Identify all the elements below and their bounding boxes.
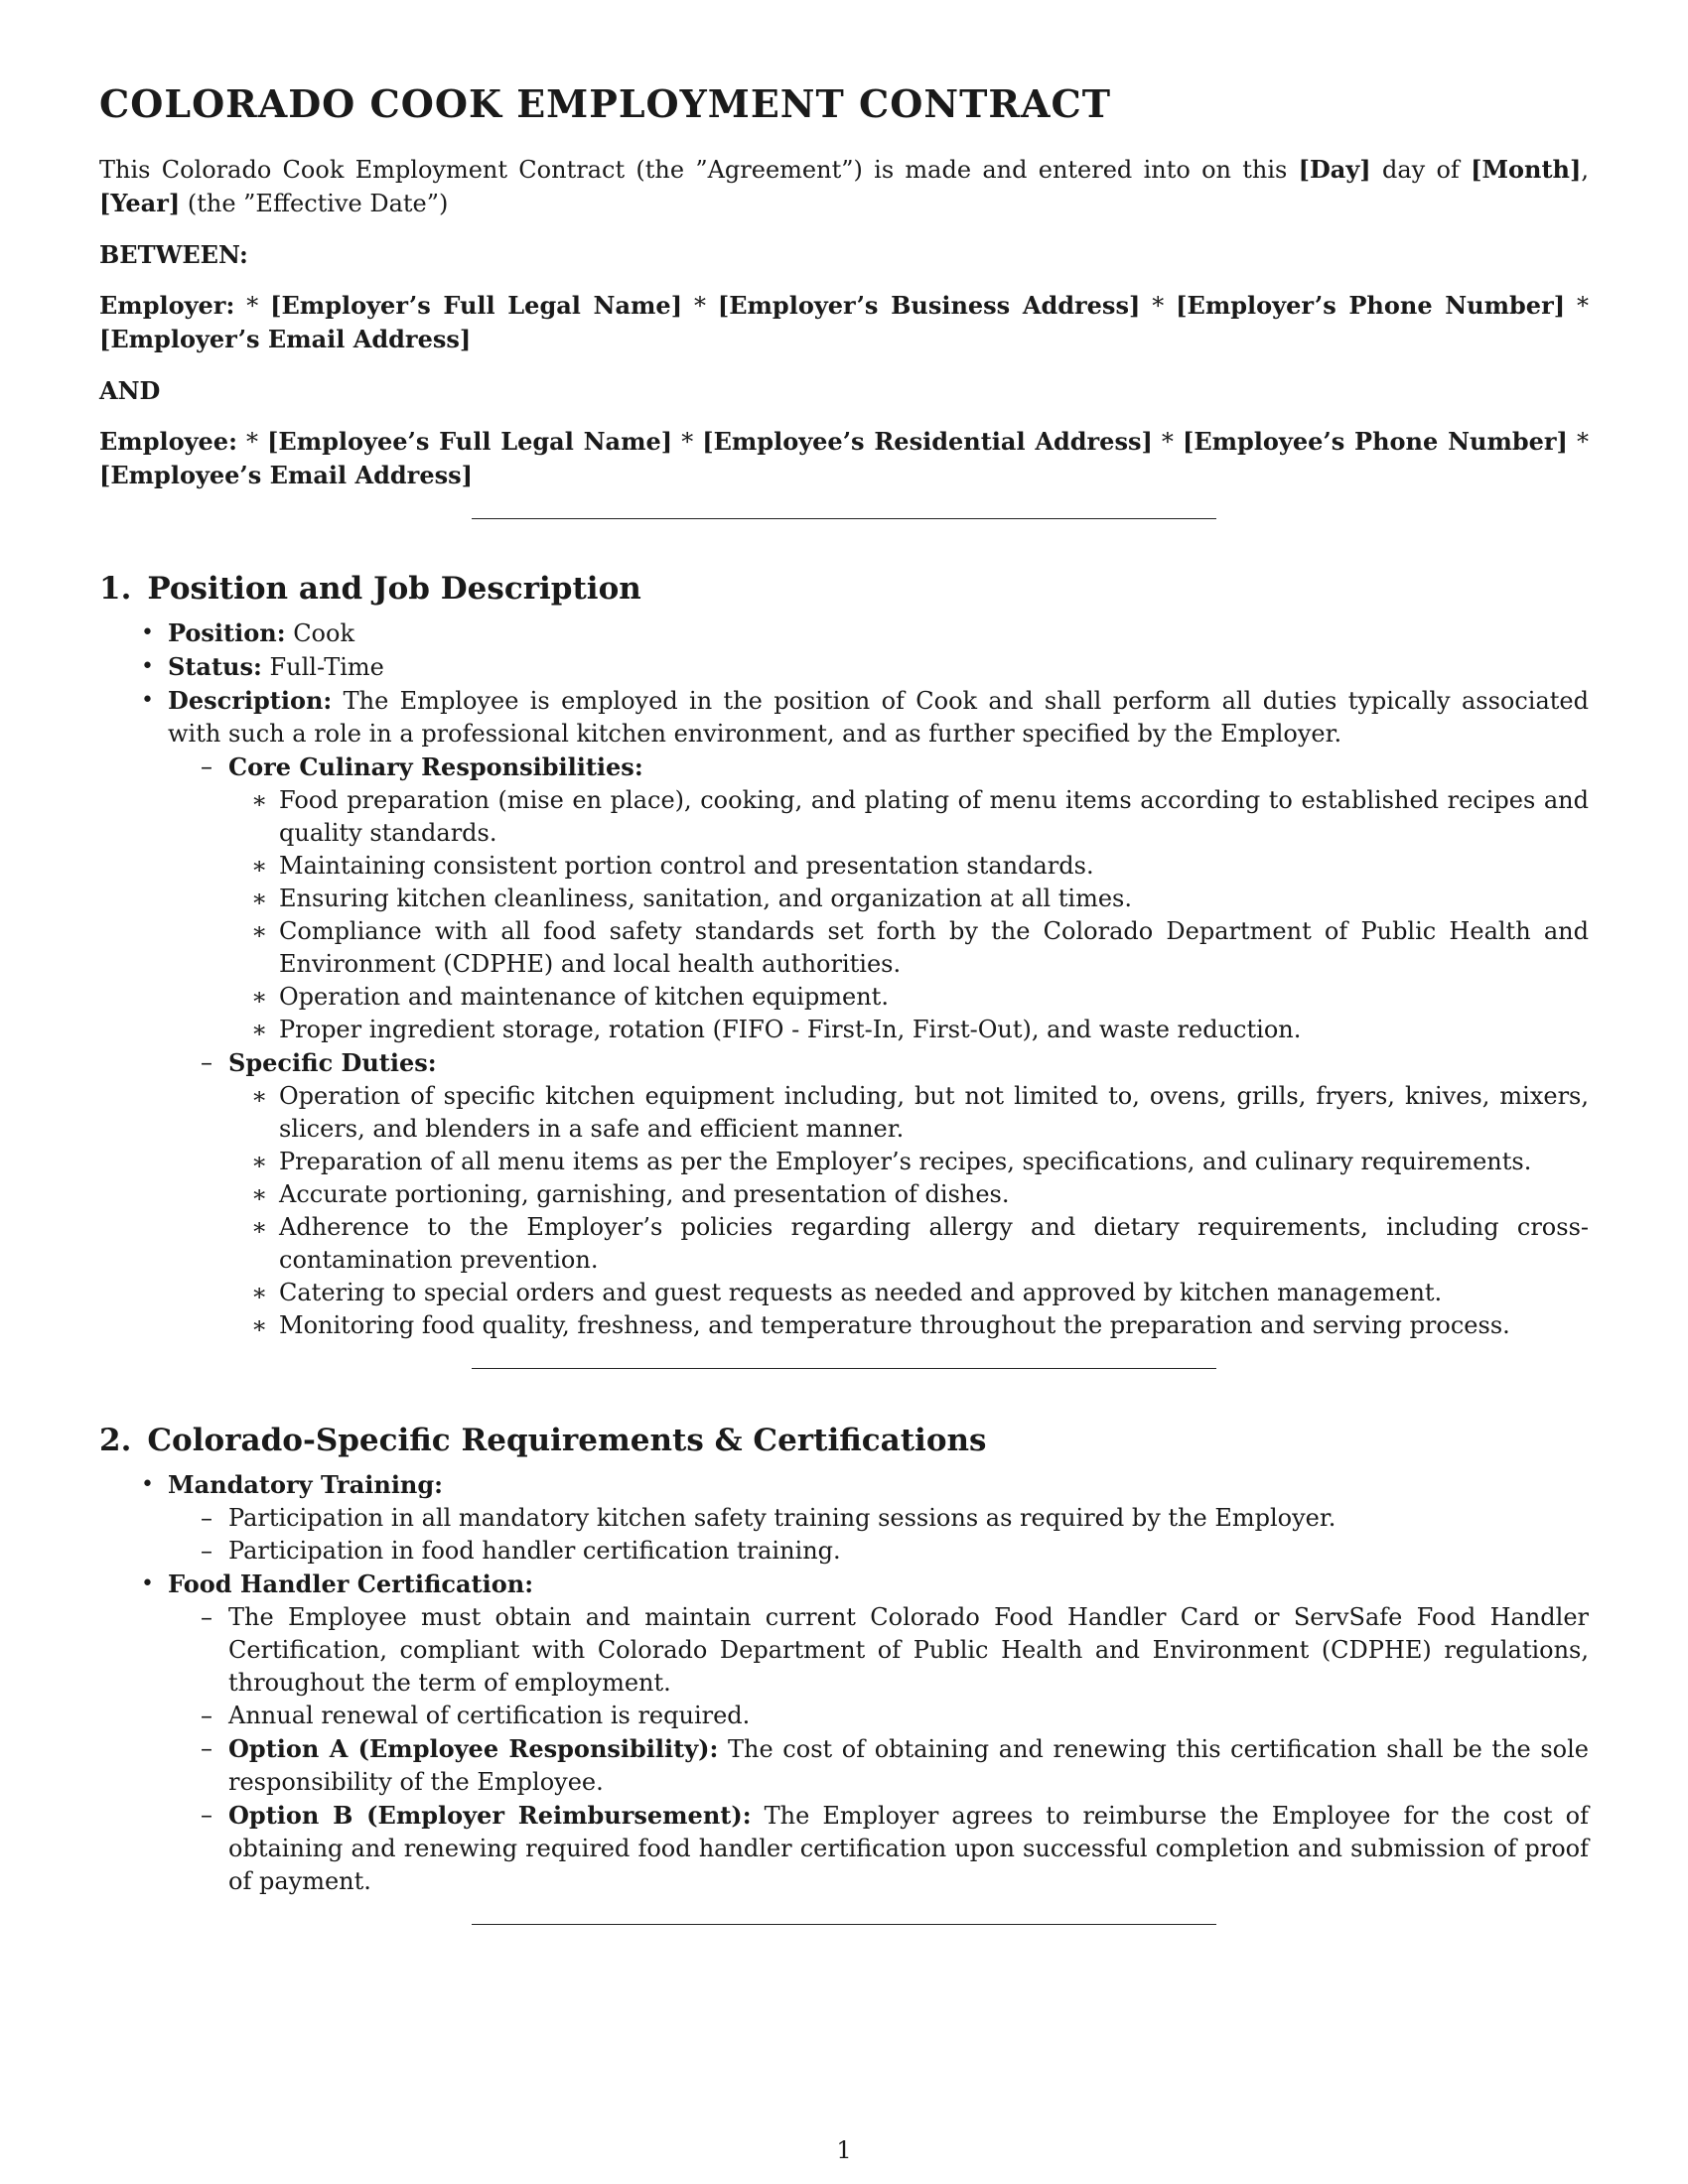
list-item: ∗ Ensuring kitchen cleanliness, sanitation, and organization at all times.: [279, 883, 1589, 915]
status-value: Full-Time: [261, 652, 384, 681]
employer-block: Employer: * [Employer’s Full Legal Name] * [Employer’s Business Address] * [Employer’s Phone Number] * [Employer’s Email Address]: [99, 290, 1589, 353]
employer-phone: [Employer’s Phone Number]: [1176, 290, 1566, 320]
intro-text: day of: [1370, 155, 1472, 184]
document-title: COLORADO COOK EMPLOYMENT CONTRACT: [99, 81, 1111, 126]
employee-phone: [Employee’s Phone Number]: [1182, 426, 1568, 456]
option-b-text: The Employer agrees to reimburse the Employee for the cost of obtaining and renewing required food handler certification upon successful completion and submission of proof of payment.: [228, 1802, 1590, 1896]
day-placeholder: [Day]: [1298, 154, 1371, 184]
employer-email: [Employer’s Email Address]: [99, 324, 472, 353]
employee-email: [Employee’s Email Address]: [99, 460, 473, 489]
section-2-list: [99, 1468, 1589, 1898]
section-divider: [472, 518, 1216, 519]
list-item: ∗ Compliance with all food safety standards set forth by the Colorado Department of Public Health and Environment (CDPHE) and local health authorities.: [279, 915, 1589, 981]
and-label: AND: [99, 375, 161, 405]
option-a-text: The cost of obtaining and renewing this certification shall be the sole responsibility of the Employee.: [228, 1735, 1589, 1797]
contract-page: [99, 81, 1589, 1925]
food-handler-label: Food Handler Certification:: [168, 1570, 534, 1599]
employee-label: Employee:: [99, 426, 237, 456]
list-item: [168, 684, 1589, 1342]
status-label: Status:: [168, 651, 262, 681]
employee-address: [Employee’s Residential Address]: [702, 426, 1153, 456]
description-value: The Employee is employed in the position of Cook and shall perform all duties typically associated with such a role in a professional kitchen environment, and as further specified by the Employer.: [168, 686, 1589, 748]
list-item: – The Employee must obtain and maintain current Colorado Food Handler Card or ServSafe Food Handler Certification, compliant with Colorado Department of Public Health and Environment (CDPHE) regulations, throughout the term of employment.: [228, 1601, 1589, 1700]
section-divider: [472, 1924, 1216, 1925]
list-item: ∗ Preparation of all menu items as per the Employer’s recipes, specifications, and culinary requirements.: [279, 1146, 1589, 1178]
employee-name: [Employee’s Full Legal Name]: [267, 426, 673, 456]
description-label: Description:: [168, 685, 333, 715]
mandatory-training-label: Mandatory Training:: [168, 1470, 444, 1500]
core-responsibilities-label: Core Culinary Responsibilities:: [228, 751, 643, 781]
between-label: BETWEEN:: [99, 239, 248, 269]
list-item: ∗ Adherence to the Employer’s policies regarding allergy and dietary requirements, including cross-contamination prevention.: [279, 1211, 1589, 1277]
list-item: [228, 751, 1589, 1046]
section-title: Colorado-Specific Requirements & Certifications: [147, 1422, 987, 1458]
list-item: [168, 650, 1589, 684]
intro-text: (the ”Effective Date”): [180, 189, 449, 217]
employer-name: [Employer’s Full Legal Name]: [270, 290, 683, 320]
list-item: [168, 616, 1589, 650]
employee-block: Employee: * [Employee’s Full Legal Name] * [Employee’s Residential Address] * [Employee’s Phone Number] * [Employee’s Email Address]: [99, 426, 1589, 489]
list-item: – Participation in food handler certification training.: [228, 1535, 1589, 1568]
list-item: [168, 1568, 1589, 1898]
list-item: [228, 1046, 1589, 1342]
option-b-label: Option B (Employer Reimbursement):: [228, 1801, 752, 1831]
month-placeholder: [Month]: [1471, 154, 1582, 184]
year-placeholder: [Year]: [99, 188, 181, 217]
list-item: – Participation in all mandatory kitchen safety training sessions as required by the Employer.: [228, 1502, 1589, 1535]
option-a-label: Option A (Employee Responsibility):: [228, 1734, 719, 1764]
food-handler-list: [168, 1601, 1589, 1898]
list-item: – Annual renewal of certification is required.: [228, 1700, 1589, 1732]
specific-duties-label: Specific Duties:: [228, 1047, 437, 1077]
training-list: [168, 1502, 1589, 1568]
section-2-heading: [99, 1421, 1589, 1460]
employer-address: [Employer’s Business Address]: [717, 290, 1141, 320]
description-sublist: [168, 751, 1589, 1342]
list-item: [168, 1468, 1589, 1568]
list-item: ∗ Operation and maintenance of kitchen equipment.: [279, 981, 1589, 1014]
section-1-heading: [99, 569, 1589, 609]
list-item: ∗ Maintaining consistent portion control and presentation standards.: [279, 850, 1589, 883]
list-item: ∗ Accurate portioning, garnishing, and presentation of dishes.: [279, 1178, 1589, 1211]
position-label: Position:: [168, 617, 286, 647]
page-number: 1: [836, 2136, 852, 2164]
list-item: ∗ Proper ingredient storage, rotation (FIFO - First-In, First-Out), and waste reduction.: [279, 1014, 1589, 1046]
list-item: ∗ Catering to special orders and guest requests as needed and approved by kitchen management.: [279, 1277, 1589, 1309]
position-value: Cook: [285, 618, 354, 647]
section-divider: [472, 1368, 1216, 1369]
list-item: ∗ Operation of specific kitchen equipment including, but not limited to, ovens, grills, fryers, knives, mixers, slicers, and blenders in a safe and efficient manner.: [279, 1080, 1589, 1146]
list-item: ∗ Food preparation (mise en place), cooking, and plating of menu items according to established recipes and quality standards.: [279, 784, 1589, 850]
intro-paragraph: [99, 153, 1589, 220]
section-1-list: [99, 616, 1589, 1342]
employer-label: Employer:: [99, 290, 235, 320]
list-item: ∗ Monitoring food quality, freshness, and temperature throughout the preparation and serving process.: [279, 1309, 1589, 1342]
list-item: [228, 1799, 1589, 1898]
core-responsibilities-list: [228, 784, 1589, 1046]
section-number: 2.: [99, 1422, 132, 1458]
specific-duties-list: [228, 1080, 1589, 1342]
section-number: 1.: [99, 570, 132, 607]
section-title: Position and Job Description: [147, 570, 641, 607]
list-item: [228, 1732, 1589, 1799]
intro-text: This Colorado Cook Employment Contract (the ”Agreement”) is made and entered into on this: [99, 155, 1299, 184]
intro-text: ,: [1581, 155, 1590, 184]
